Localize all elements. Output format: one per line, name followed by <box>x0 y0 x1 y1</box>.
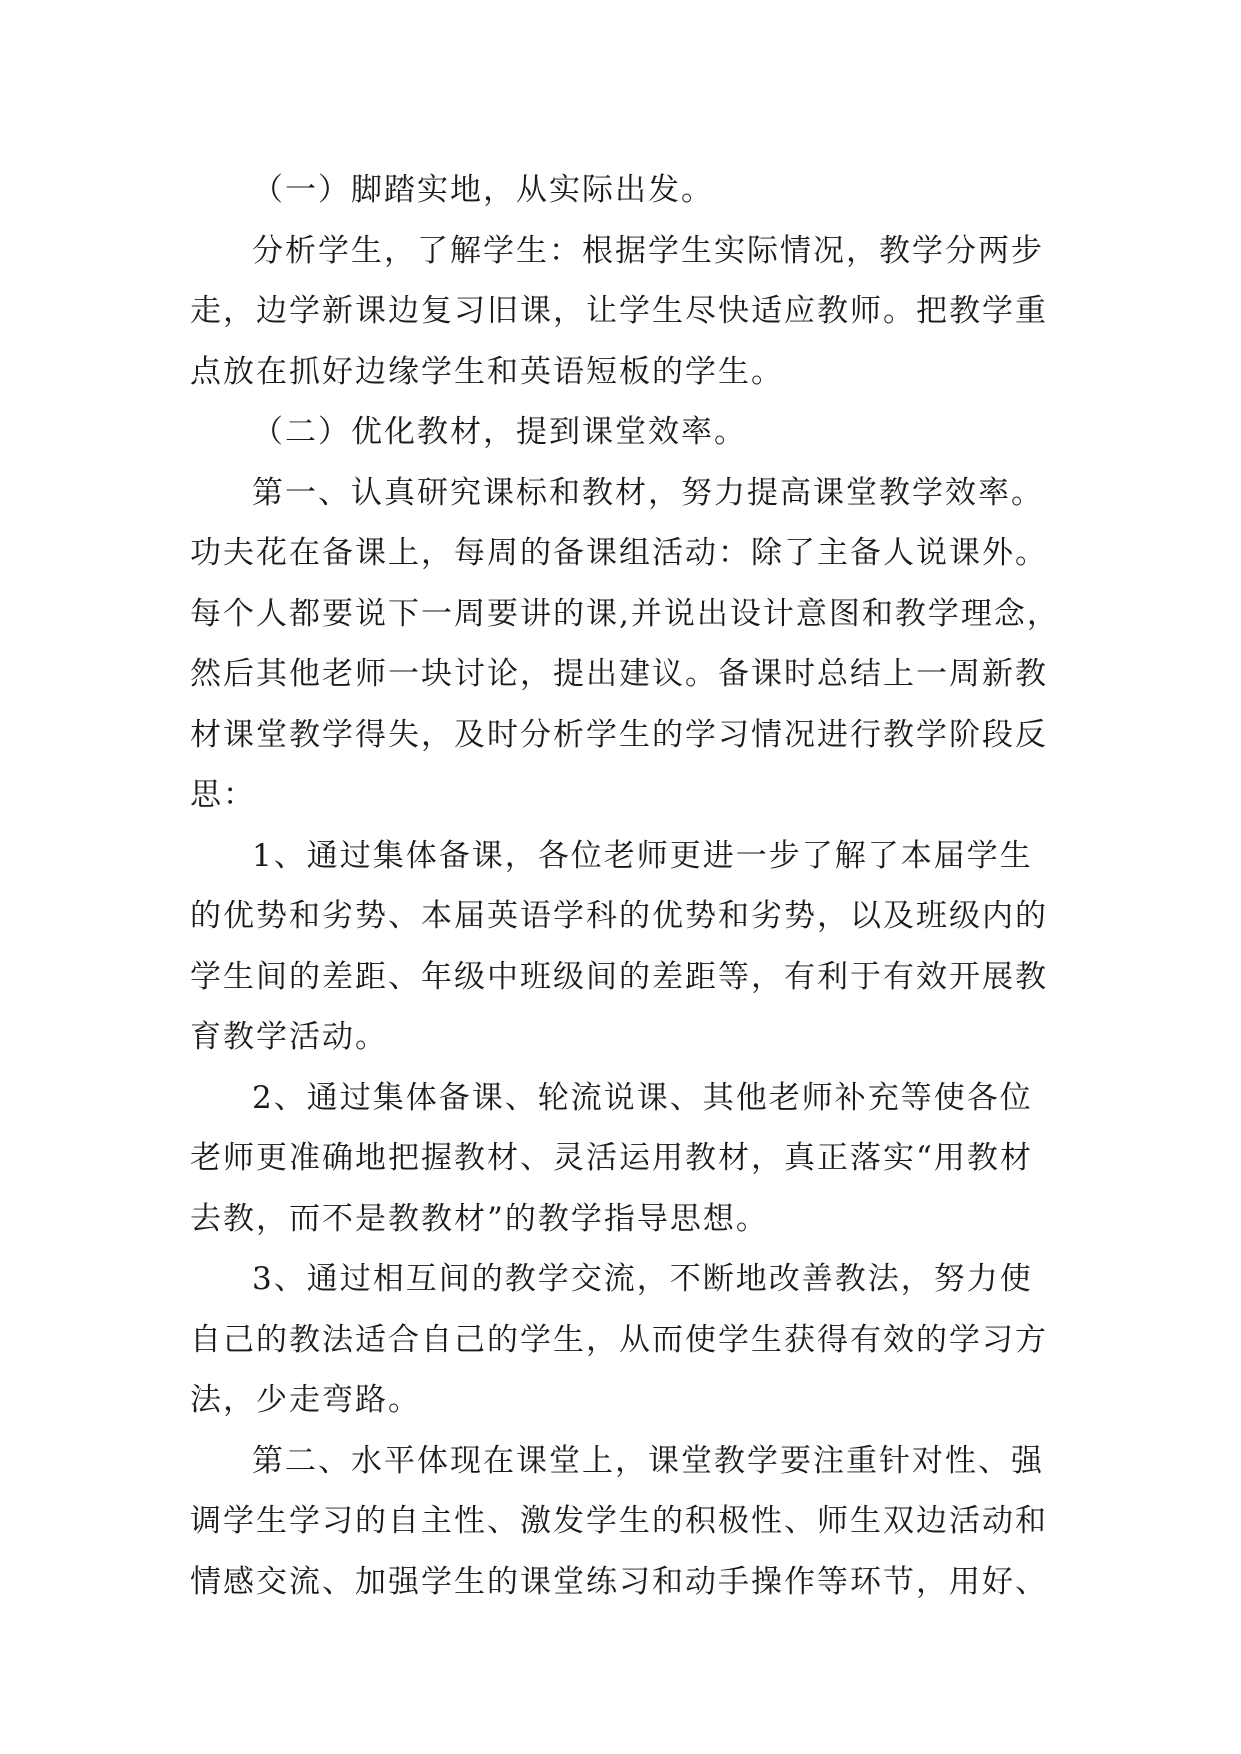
text-line: 走，边学新课边复习旧课，让学生尽快适应教师。把教学重 <box>190 293 1048 329</box>
paragraph-section-2-heading <box>190 402 1070 463</box>
text-line: 第一、认真研究课标和教材，努力提高课堂教学效率。 <box>252 474 1044 511</box>
text-line: 思： <box>190 777 256 813</box>
paragraph-section-1-heading <box>190 160 1070 221</box>
text-line: 学生间的差距、年级中班级间的差距等，有利于有效开展教 <box>190 958 1048 995</box>
paragraph-analyze-students <box>190 221 1070 403</box>
text-line: 法，少走弯路。 <box>190 1382 421 1418</box>
text-line: 的优势和劣势、本届英语学科的优势和劣势，以及班级内的 <box>190 898 1048 934</box>
text-line: 去教，而不是教教材”的教学指导思想。 <box>190 1200 769 1237</box>
text-line: 点放在抓好边缘学生和英语短板的学生。 <box>190 353 784 390</box>
paragraph-item-2 <box>190 1068 1070 1250</box>
text-line: 功夫花在备课上，每周的备课组活动：除了主备人说课外。 <box>190 535 1048 571</box>
text-line: 育教学活动。 <box>190 1019 388 1055</box>
text-line: 自己的教法适合自己的学生，从而使学生获得有效的学习方 <box>190 1321 1048 1358</box>
text-line: 然后其他老师一块讨论，提出建议。备课时总结上一周新教 <box>190 656 1048 692</box>
text-line: 第二、水平体现在课堂上，课堂教学要注重针对性、强 <box>252 1442 1044 1479</box>
paragraph-item-1 <box>190 826 1070 1068</box>
paragraph-second-point <box>190 1431 1070 1613</box>
text-line: 调学生学习的自主性、激发学生的积极性、师生双边活动和 <box>190 1503 1048 1539</box>
paragraph-item-3 <box>190 1249 1070 1431</box>
text-line: 老师更准确地把握教材、灵活运用教材，真正落实“用教材 <box>190 1140 1033 1176</box>
paragraph-first-point <box>190 463 1070 826</box>
text-line: 分析学生，了解学生：根据学生实际情况，教学分两步 <box>252 232 1044 269</box>
text-line: （一）脚踏实地，从实际出发。 <box>252 172 714 208</box>
text-line: （二）优化教材，提到课堂效率。 <box>252 414 747 450</box>
text-line: 1、通过集体备课，各位老师更进一步了解了本届学生 <box>252 837 1033 874</box>
text-line: 2、通过集体备课、轮流说课、其他老师补充等使各位 <box>252 1079 1033 1116</box>
text-line: 情感交流、加强学生的课堂练习和动手操作等环节，用好、 <box>190 1563 1048 1600</box>
text-line: 每个人都要说下一周要讲的课,并说出设计意图和教学理念， <box>190 595 1060 632</box>
text-line: 材课堂教学得失，及时分析学生的学习情况进行教学阶段反 <box>190 716 1048 753</box>
text-line: 3、通过相互间的教学交流，不断地改善教法，努力使 <box>252 1261 1033 1297</box>
document-body <box>190 160 1070 1612</box>
